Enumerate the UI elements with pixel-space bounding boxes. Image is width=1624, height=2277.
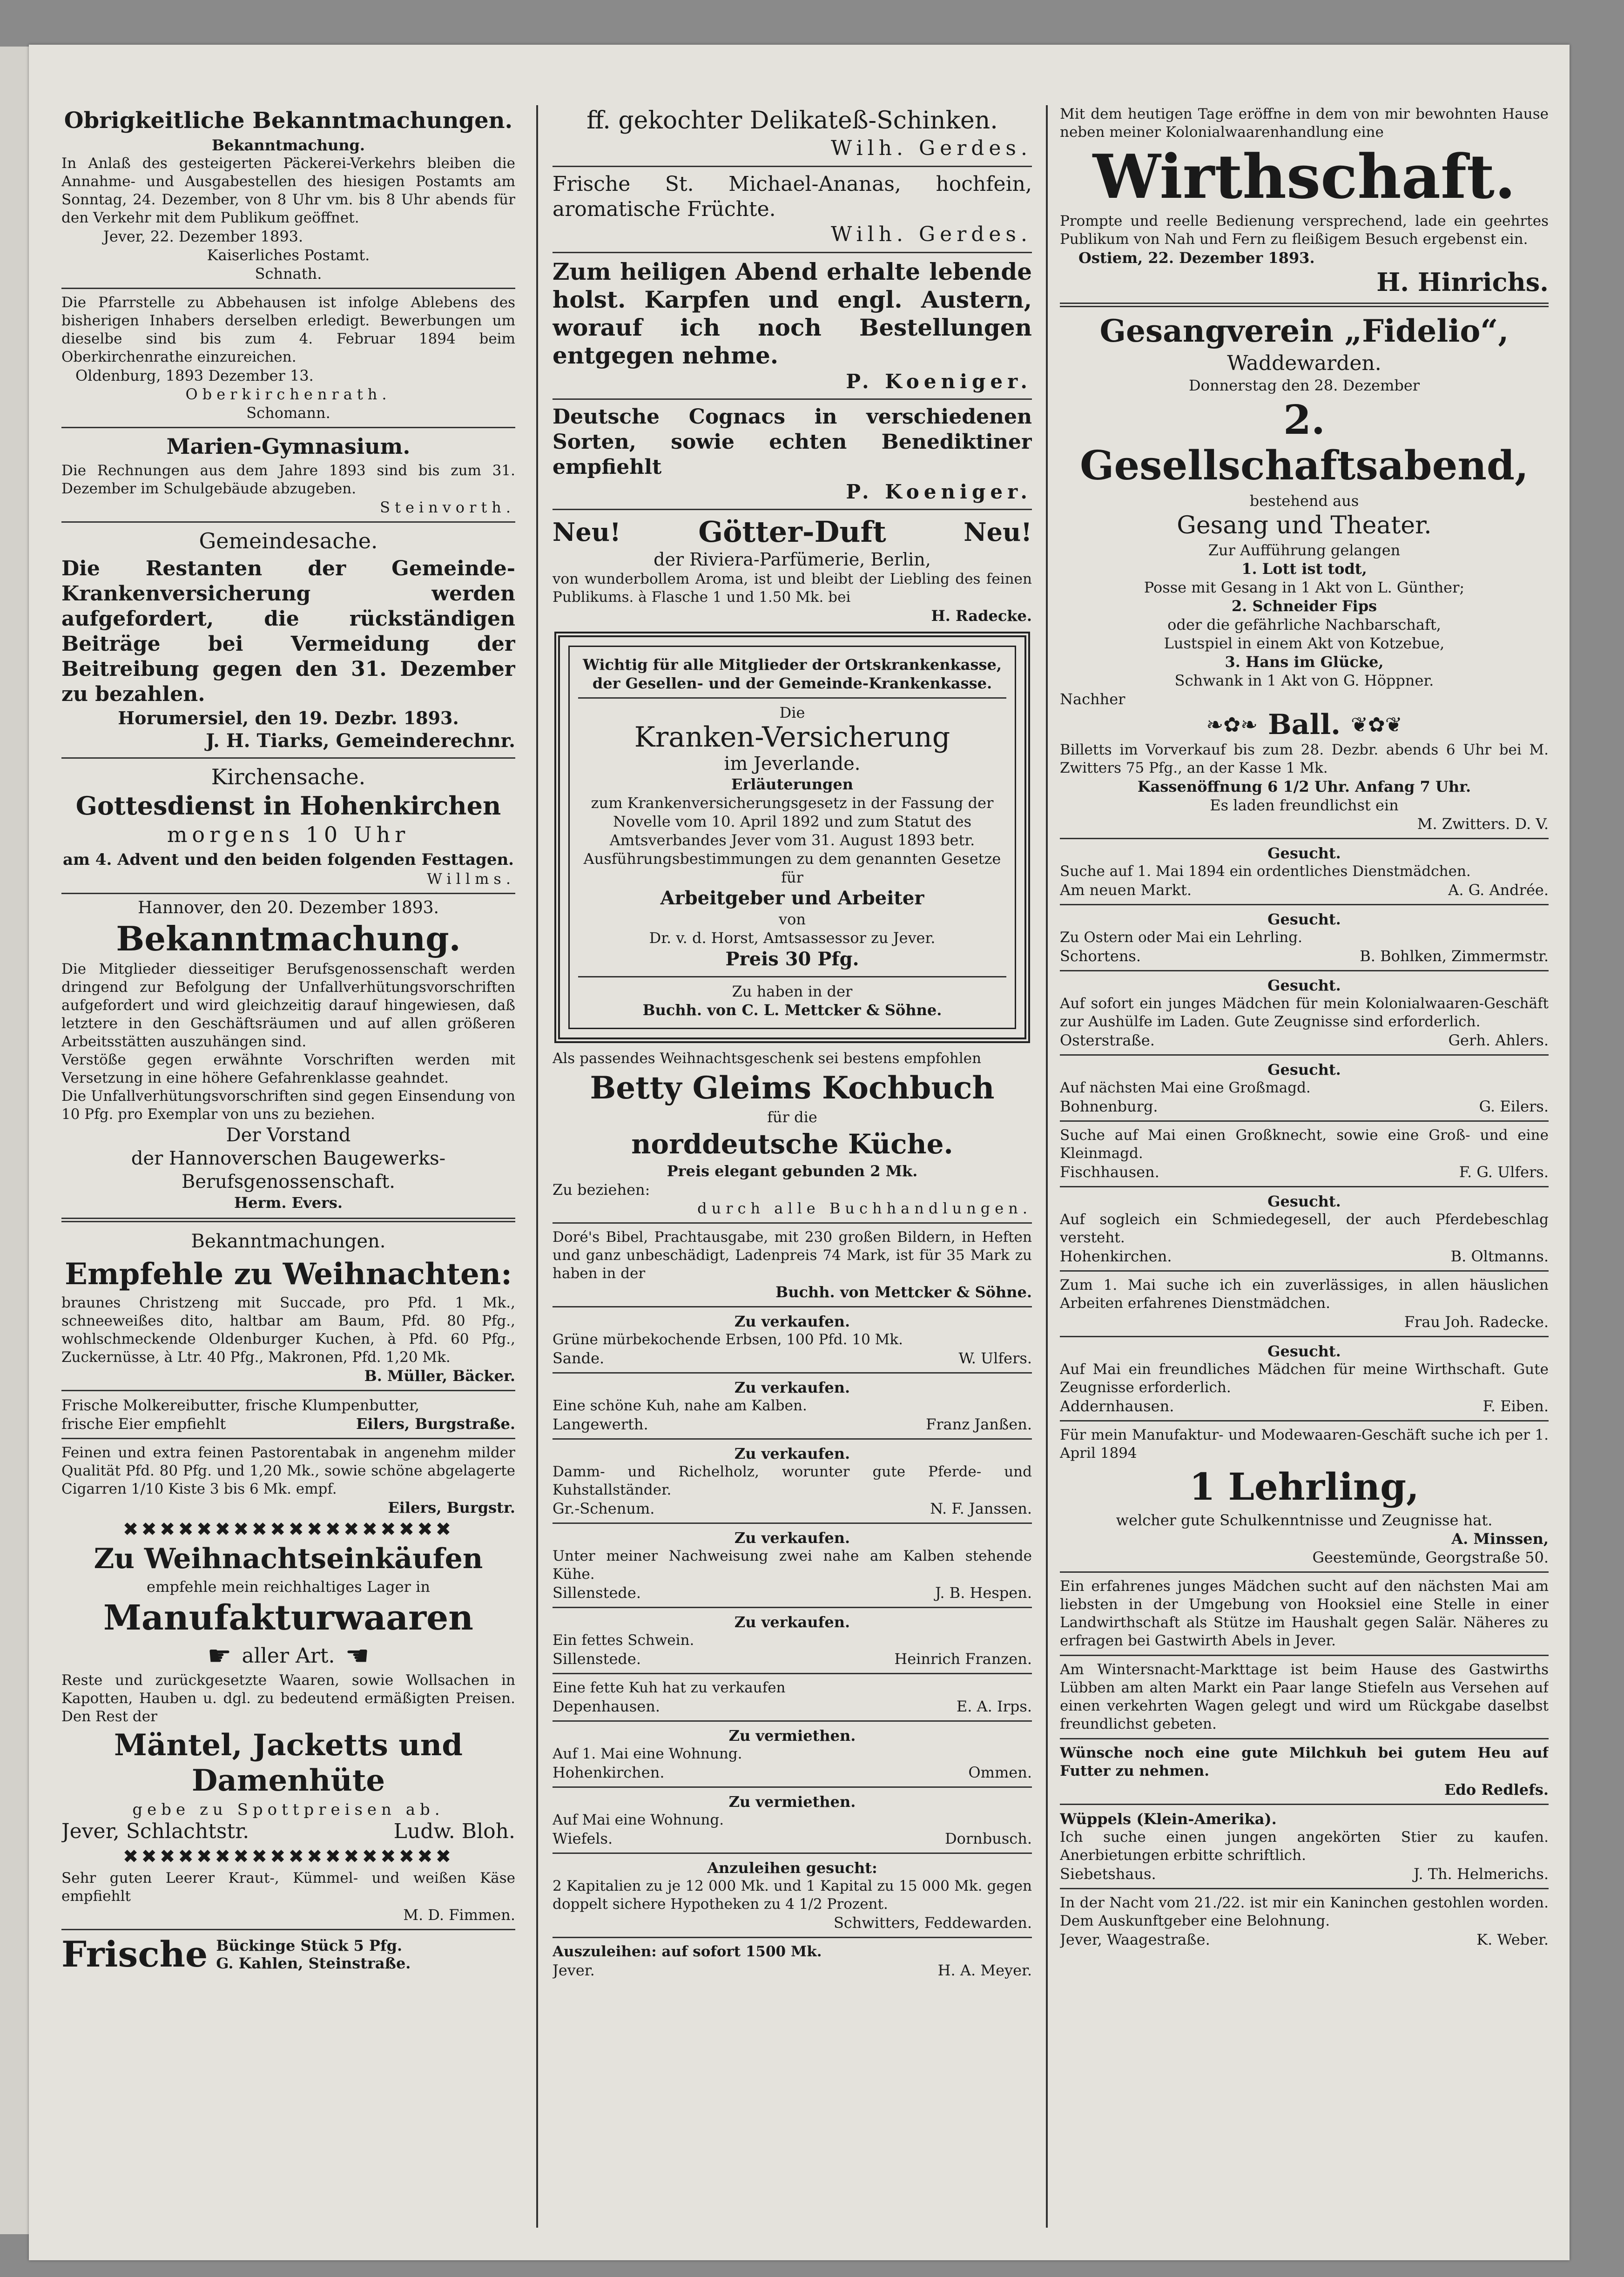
- for-sale-place: Langewerth.: [553, 1415, 648, 1433]
- play-description: Schwank in 1 Akt von G. Höppner.: [1174, 672, 1434, 689]
- for-sale-place: Gr.-Schenum.: [553, 1500, 655, 1517]
- choir-title: Gesangverein „Fidelio“,: [1099, 313, 1509, 349]
- divider: [1060, 1120, 1549, 1122]
- for-sale-text: Eine fette Kuh hat zu verkaufen: [553, 1679, 786, 1696]
- insurance-book-audience: Arbeitgeber und Arbeiter: [660, 887, 924, 909]
- divider: [61, 427, 515, 428]
- lost-boots-text: Am Wintersnacht-Markttage ist beim Hause des Gastwirths Lübben am alten Markt ein Paar lange Stiefeln aus Versehen auf einen verkehrten Wagen gelegt und wird um Rückgabe daselbst freundlichst gebeten.: [1060, 1661, 1549, 1732]
- wanted-place: Hohenkirchen.: [1060, 1247, 1172, 1265]
- loan-wanted-title: Anzuleihen gesucht:: [707, 1859, 877, 1877]
- advert-signature: Edo Redlefs.: [1444, 1781, 1549, 1799]
- double-divider: [1060, 303, 1549, 307]
- wanted-place: Fischhausen.: [1060, 1163, 1159, 1181]
- for-sale-signature-row: [553, 1499, 1032, 1518]
- notice-date: Horumersiel, den 19. Dezbr. 1893.: [118, 707, 459, 728]
- wanted-signature-row: [1060, 1397, 1549, 1415]
- coats-title: Mäntel, Jacketts und Damenhüte: [114, 1728, 463, 1798]
- advert-signature: Schwitters, Feddewarden.: [833, 1914, 1032, 1932]
- wanted-title: Gesucht.: [1267, 910, 1341, 928]
- advert-signature: Frau Joh. Radecke.: [1404, 1313, 1549, 1331]
- divider: [61, 1390, 515, 1391]
- double-divider: [61, 1218, 515, 1222]
- divider: [553, 1438, 1032, 1440]
- coats-signature-row: [61, 1819, 515, 1844]
- divider: [553, 166, 1032, 167]
- invite-line: Es laden freundlichst ein: [1210, 796, 1399, 814]
- advert-signature: F. Eiben.: [1482, 1397, 1549, 1415]
- insurance-book-von: von: [779, 910, 806, 928]
- christmas-shopping-line: empfehle mein reichhaltiges Lager in: [147, 1578, 430, 1596]
- notice-signature: J. H. Tiarks, Gemeinderechnr.: [206, 730, 515, 752]
- position-wanted-text: Ein erfahrenes junges Mädchen sucht auf den nächsten Mai am liebsten in der Umgebung von Hooksiel eine Stelle in einer Landwirthschaft als Stütze im Haushalt gegen Salär. Näheres zu erfragen bei Gastwirth Abels in Jever.: [1060, 1578, 1549, 1649]
- advert-signature: H. Hinrichs.: [1376, 267, 1549, 297]
- textiles-offer: Reste und zurückgesetzte Waaren, sowie Wollsachen in Kapotten, Hauben u. dgl. zu bedeutend ermäßigten Preisen. Den Rest der: [61, 1672, 515, 1725]
- church-service: Gottesdienst in Hohenkirchen: [75, 791, 501, 821]
- fish-offer-text: Bückinge Stück 5 Pfg.: [216, 1937, 403, 1954]
- christmas-shopping-title: Zu Weihnachtseinkäufen: [94, 1543, 483, 1575]
- divider: [1060, 904, 1549, 905]
- apprentice-text: welcher gute Schulkenntnisse und Zeugnisse hat.: [1116, 1511, 1493, 1529]
- apprentice-intro: Für mein Manufaktur- und Modewaaren-Geschäft suche ich per 1. April 1894: [1060, 1427, 1549, 1462]
- divider: [553, 509, 1032, 510]
- advert-signature: Dornbusch.: [944, 1830, 1032, 1847]
- play-description: Posse mit Gesang in 1 Akt von L. Günther;: [1144, 579, 1465, 596]
- advert-signature: B. Bohlken, Zimmermstr.: [1360, 947, 1549, 965]
- divider: [553, 1306, 1032, 1307]
- bull-wanted-signature-row: [1060, 1865, 1549, 1883]
- milk-cow-text: Wünsche noch eine gute Milchkuh bei gutem Heu auf Futter zu nehmen.: [1060, 1745, 1549, 1779]
- notice-title: Bekanntmachung.: [211, 136, 365, 154]
- ticket-info: Billetts im Vorverkauf bis zum 28. Dezbr. abends 6 Uhr bei M. Zwitters 75 Pfg., an der Kasse 1 Mk.: [1060, 741, 1549, 776]
- stolen-rabbit-signature-row: [1060, 1930, 1549, 1949]
- play-title: 3. Hans im Glücke,: [1225, 653, 1384, 671]
- advert-signature: P. Koeniger.: [846, 480, 1032, 503]
- loan-wanted-text: 2 Kapitalien zu je 12 000 Mk. und 1 Kapital zu 15 000 Mk. gegen doppelt sichere Hypotheken zu 4 1/2 Prozent.: [553, 1878, 1032, 1913]
- divider: [1060, 1571, 1549, 1573]
- wanted-text: Auf nächsten Mai eine Großmagd.: [1060, 1079, 1311, 1096]
- column-1: [61, 105, 515, 1974]
- textiles-title: Manufakturwaaren: [103, 1598, 473, 1638]
- advert-signature: A. G. Andrée.: [1448, 881, 1549, 899]
- insurance-book-bookshop: Buchh. von C. L. Mettcker & Söhne.: [642, 1001, 942, 1019]
- divider: [553, 1372, 1032, 1374]
- advert-signature: Wilh. Gerdes.: [831, 222, 1032, 246]
- parish-notice: Die Pfarrstelle zu Abbehausen ist infolge Ablebens des bisherigen Inhabers derselben erledigt. Bewerbungen um dieselbe sind bis zum 4. Februar 1894 beim Oberkirchenrathe einzureichen.: [61, 294, 515, 365]
- tavern-text: Prompte und reelle Bedienung versprechend, lade ein geehrtes Publikum von Nah und Fern zu fleißigem Besuch ergebenst ein.: [1060, 213, 1549, 248]
- divider: [1060, 838, 1549, 839]
- divider: [1060, 1420, 1549, 1421]
- advert-signature: Wilh. Gerdes.: [831, 136, 1032, 160]
- hannover-notice-text: Die Unfallverhütungsvorschriften sind gegen Einsendung von 10 Pfg. pro Exemplar von uns zu beziehen.: [61, 1088, 515, 1123]
- tobacco-offer: Feinen und extra feinen Pastorentabak in angenehm milder Qualität Pfd. 80 Pfg. und 1,20 Mk., sowie schöne abgelagerte Cigarren 1/10 Kiste 3 bis 6 Mk. empf.: [61, 1444, 515, 1497]
- for-sale-signature-row: [553, 1697, 1032, 1716]
- cookbook-intro: Als passendes Weihnachtsgeschenk sei bestens empfohlen: [553, 1050, 982, 1067]
- notice-signature: Herm. Evers.: [234, 1194, 343, 1212]
- church-dates: am 4. Advent und den beiden folgenden Festtagen.: [62, 850, 514, 869]
- play-description: oder die gefährliche Nachbarschaft,: [1167, 616, 1441, 633]
- insurance-book-title: Kranken-Versicherung: [634, 721, 950, 754]
- butter-offer-row: [61, 1415, 515, 1433]
- cheese-offer: Sehr guten Leerer Kraut-, Kümmel- und weißen Käse empfiehlt: [61, 1870, 515, 1905]
- hannover-notice-text: Verstöße gegen erwähnte Vorschriften werden mit Versetzung in eine höhere Gefahrenklasse geahndet.: [61, 1051, 515, 1086]
- advert-signature: Ommen.: [968, 1764, 1032, 1781]
- divider: [553, 1522, 1032, 1524]
- advert-signature: E. A. Irps.: [956, 1698, 1032, 1715]
- stolen-rabbit-text: In der Nacht vom 21./22. ist mir ein Kaninchen gestohlen worden. Dem Auskunftgeber eine Belohnung.: [1060, 1894, 1549, 1929]
- for-sale-signature-row: [553, 1415, 1032, 1434]
- social-evening-title: 2. Gesellschaftsabend,: [1080, 397, 1529, 489]
- wanted-signature-row: [1060, 1247, 1549, 1266]
- divider: [1060, 1738, 1549, 1739]
- wanted-text: Zum 1. Mai suche ich ein zuverlässiges, in allen häuslichen Arbeiten erfahrenes Dienstmädchen.: [1060, 1277, 1549, 1312]
- column-2: [553, 105, 1032, 1980]
- notice-signature: Kaiserliches Postamt.: [207, 246, 370, 264]
- bible-offer: Doré's Bibel, Prachtausgabe, mit 230 großen Bildern, in Heften und ganz unbeschädigt, Ladenpreis 74 Mark, ist für 35 Mark zu haben in der: [553, 1229, 1032, 1282]
- cookbook-title: Betty Gleims Kochbuch: [590, 1070, 995, 1106]
- insurance-book-inner: [568, 646, 1016, 1029]
- cookbook-obtain-where: durch alle Buchhandlungen.: [697, 1199, 1032, 1217]
- loan-offer-place: Jever.: [553, 1961, 595, 1979]
- insurance-book-price: Preis 30 Pfg.: [725, 948, 859, 970]
- cookbook-price: Preis elegant gebunden 2 Mk.: [667, 1162, 918, 1180]
- flourish-ornament-icon: ❧✿❧: [1206, 713, 1258, 737]
- advert-signature: H. A. Meyer.: [937, 1961, 1032, 1979]
- gymnasium-title: Marien-Gymnasium.: [166, 434, 411, 459]
- insurance-book-available: Zu haben in der: [732, 983, 853, 1000]
- official-notices-title: Obrigkeitliche Bekanntmachungen.: [64, 108, 513, 134]
- fish-offer: [61, 1935, 515, 1974]
- for-rent-text: Auf 1. Mai eine Wohnung.: [553, 1745, 742, 1762]
- divider: [553, 1786, 1032, 1788]
- for-rent-place: Wiefels.: [553, 1830, 613, 1847]
- divider: [553, 1222, 1032, 1224]
- insurance-book-fuer: für: [781, 869, 803, 886]
- wanted-text: Auf Mai ein freundliches Mädchen für meine Wirthschaft. Gute Zeugnisse erforderlich.: [1060, 1361, 1549, 1396]
- ornament-row: ✖✖✖✖✖✖✖✖✖✖✖✖✖✖✖✖✖✖: [122, 1846, 454, 1867]
- divider: [553, 252, 1032, 253]
- advert-signature: M. Zwitters. D. V.: [1417, 815, 1549, 833]
- ball-row: [1060, 708, 1549, 741]
- wanted-signature-row: [1060, 881, 1549, 899]
- for-sale-title: Zu verkaufen.: [734, 1379, 850, 1396]
- choir-place: Waddewarden.: [1227, 351, 1381, 375]
- church-time: morgens 10 Uhr: [167, 822, 410, 847]
- divider: [61, 1438, 515, 1439]
- hannover-board: der Hannoverschen Baugewerks-Berufsgenossenschaft.: [131, 1148, 446, 1192]
- hannover-board: Der Vorstand: [226, 1125, 351, 1146]
- advert-address: Geestemünde, Georgstraße 50.: [1312, 1549, 1549, 1566]
- for-sale-title: Zu verkaufen.: [734, 1313, 850, 1330]
- pointing-hand-icon: ☛: [207, 1640, 232, 1671]
- divider: [1060, 1336, 1549, 1337]
- for-sale-title: Zu verkaufen.: [734, 1445, 850, 1462]
- for-sale-place: Sillenstede.: [553, 1584, 641, 1602]
- divider: [1060, 1804, 1549, 1805]
- church-title: Kirchensache.: [211, 764, 366, 789]
- stolen-rabbit-place: Jever, Waagestraße.: [1060, 1931, 1210, 1948]
- divider: [61, 1929, 515, 1930]
- bakery-offer: braunes Christzeng mit Succade, pro Pfd. 1 Mk., schneeweißes dito, haltbar am Baum, Pfd. 80 Pfg., wohlschmeckende Oldenburger Kuchen, à Pfd. 60 Pfg., Zuckernüsse, à Ltr. 40 Pfg., Makronen, Pfd. 1,20 Mk.: [61, 1294, 515, 1366]
- advert-signature: G. Eilers.: [1479, 1098, 1549, 1115]
- wanted-place: Am neuen Markt.: [1060, 881, 1192, 899]
- insurance-book-die: Die: [779, 704, 805, 721]
- advert-signature: Gerh. Ahlers.: [1448, 1031, 1549, 1049]
- bull-wanted-text: Ich suche einen jungen angekörten Stier zu kaufen. Anerbietungen erbitte schriftlich.: [1060, 1829, 1549, 1864]
- hannover-notice-text: Die Mitglieder diesseitiger Berufsgenossenschaft werden dringend zur Befolgung der Unfallverhütungsvorschriften aufgefordert und wird gleichzeitig darauf hingewiesen, daß letztere in den Geschäftsräumen und auf allen größeren Arbeitsstätten auszuhängen sind.: [61, 961, 515, 1050]
- cognac-offer: Deutsche Cognacs in verschiedenen Sorten, sowie echten Benediktiner empfiehlt: [553, 405, 1032, 479]
- divider: [553, 1607, 1032, 1608]
- for-sale-text: Damm- und Richelholz, worunter gute Pferde- und Kuhstallständer.: [553, 1463, 1032, 1498]
- flourish-ornament-icon: ❦✿❦: [1351, 713, 1402, 737]
- play-description: Lustspiel in einem Akt von Kotzebue,: [1164, 634, 1445, 652]
- advert-signature: B. Oltmanns.: [1450, 1247, 1549, 1265]
- notice-date: Oldenburg, 1893 Dezember 13.: [75, 367, 314, 384]
- wanted-place: Addernhausen.: [1060, 1397, 1174, 1415]
- advert-signature: Heinrich Franzen.: [894, 1650, 1032, 1668]
- announcements-title: Bekanntmachungen.: [191, 1231, 386, 1252]
- perfume-title: Götter-Duft: [698, 515, 886, 549]
- wanted-place: Schortens.: [1060, 947, 1141, 965]
- notice-date: Ostiem, 22. Dezember 1893.: [1078, 249, 1315, 267]
- notice-date: Hannover, den 20. Dezember 1893.: [138, 898, 439, 917]
- play-title: 1. Lott ist todt,: [1241, 560, 1367, 578]
- advert-signature: B. Müller, Bäcker.: [364, 1367, 515, 1385]
- for-sale-title: Zu verkaufen.: [734, 1529, 850, 1547]
- advert-signature: J. B. Hespen.: [935, 1584, 1032, 1602]
- for-sale-signature-row: [553, 1583, 1032, 1602]
- butter-offer: Frische Molkereibutter, frische Klumpenbutter,: [61, 1396, 419, 1414]
- for-rent-signature-row: [553, 1829, 1032, 1848]
- choir-consisting: bestehend aus: [1249, 492, 1359, 510]
- for-sale-place: Sande.: [553, 1349, 605, 1367]
- perfume-headline: [553, 515, 1032, 549]
- bull-wanted-title: Wüppels (Klein-Amerika).: [1060, 1810, 1277, 1828]
- advert-signature: W. Ulfers.: [958, 1349, 1032, 1367]
- fish-offer-big: Frische: [61, 1933, 208, 1974]
- textiles-subtitle-row: [61, 1640, 515, 1671]
- for-sale-text: Unter meiner Nachweisung zwei nahe am Kalben stehende Kühe.: [553, 1548, 1032, 1583]
- wanted-title: Gesucht.: [1267, 977, 1341, 994]
- gymnasium-notice: Die Rechnungen aus dem Jahre 1893 sind bis zum 31. Dezember im Schulgebäude abzugeben.: [61, 462, 515, 497]
- divider: [1060, 1270, 1549, 1272]
- divider: [553, 1853, 1032, 1854]
- advert-signature: P. Koeniger.: [846, 370, 1032, 393]
- wanted-text: Auf sofort ein junges Mädchen für mein Kolonialwaaren-Geschäft zur Aushülfe im Laden. Gute Zeugnisse sind erforderlich.: [1060, 995, 1549, 1030]
- notice-signature: Schomann.: [246, 404, 330, 422]
- for-sale-text: Grüne mürbekochende Erbsen, 100 Pfd. 10 Mk.: [553, 1331, 903, 1348]
- perfume-text: von wunderbollem Aroma, ist und bleibt der Liebling des feinen Publikums. à Flasche 1 und 1.50 Mk. bei: [553, 571, 1032, 606]
- divider: [61, 893, 515, 894]
- wanted-title: Gesucht.: [1267, 844, 1341, 862]
- advert-signature: M. D. Fimmen.: [403, 1906, 515, 1924]
- advert-signature: Buchh. von Mettcker & Söhne.: [775, 1283, 1032, 1301]
- ham-offer: ff. gekochter Delikateß-Schinken.: [586, 107, 998, 135]
- for-rent-place: Hohenkirchen.: [553, 1764, 665, 1781]
- column-rule-1: [536, 105, 538, 2228]
- divider: [553, 398, 1032, 400]
- advert-signature: G. Kahlen, Steinstraße.: [216, 1954, 411, 1972]
- divider: [61, 288, 515, 289]
- wanted-signature-row: [1060, 1163, 1549, 1181]
- ornament-row: ✖✖✖✖✖✖✖✖✖✖✖✖✖✖✖✖✖✖: [122, 1519, 454, 1540]
- community-notice: Die Restanten der Gemeinde-Krankenversicherung werden aufgefordert, die rückständigen Beiträge bei Vermeidung der Beitreibung gegen den 31. Dezember zu bezahlen.: [61, 557, 515, 706]
- insurance-book-author: Dr. v. d. Horst, Amtsassessor zu Jever.: [649, 929, 936, 947]
- insurance-book-erl: Erläuterungen: [731, 775, 853, 793]
- wanted-place: Osterstraße.: [1060, 1031, 1155, 1049]
- loan-offer-text: Auszuleihen: auf sofort 1500 Mk.: [553, 1943, 822, 1960]
- for-rent-title: Zu vermiethen.: [728, 1793, 856, 1811]
- wanted-place: Bohnenburg.: [1060, 1098, 1158, 1115]
- advert-signature: K. Weber.: [1476, 1931, 1549, 1948]
- advert-signature: N. F. Janssen.: [930, 1500, 1032, 1517]
- left-page-edge: [0, 47, 29, 2234]
- butter-offer-text: frische Eier empfiehlt: [61, 1415, 226, 1433]
- apprentice-title: 1 Lehrling,: [1189, 1465, 1419, 1509]
- divider: [553, 1937, 1032, 1938]
- for-sale-text: Ein fettes Schwein.: [553, 1632, 694, 1649]
- wanted-title: Gesucht.: [1267, 1061, 1341, 1078]
- perfume-subtitle: der Riviera-Parfümerie, Berlin,: [654, 549, 931, 570]
- column-3: [1060, 105, 1549, 1949]
- divider: [553, 1720, 1032, 1722]
- coats-place: Jever, Schlachtstr.: [61, 1819, 249, 1843]
- divider: [553, 1673, 1032, 1674]
- christmas-eve-offer: Zum heiligen Abend erhalte lebende holst. Karpfen und engl. Austern, worauf ich noch Bestellungen entgegen nehme.: [553, 258, 1032, 369]
- divider: [1060, 1655, 1549, 1656]
- divider: [61, 757, 515, 759]
- pointing-hand-icon: ☚: [345, 1640, 370, 1671]
- textiles-subtitle: aller Art.: [242, 1644, 335, 1668]
- insurance-book-text: zum Krankenversicherungsgesetz in der Fassung der Novelle vom 10. April 1892 und zum Statut des Amtsverbandes Jever vom 31. August 1893 betr. Ausführungsbestimmungen zu dem genannten Gesetze: [583, 794, 1001, 868]
- wanted-signature-row: [1060, 947, 1549, 965]
- divider: [61, 521, 515, 523]
- pineapple-offer: Frische St. Michael-Ananas, hochfein, aromatische Früchte.: [553, 172, 1032, 221]
- newspaper-page: [29, 45, 1570, 2260]
- wanted-title: Gesucht.: [1267, 1192, 1341, 1210]
- choir-date: Donnerstag den 28. Dezember: [1188, 377, 1420, 394]
- bull-wanted-place: Siebetshaus.: [1060, 1865, 1156, 1883]
- coats-subtitle: gebe zu Spottpreisen ab.: [132, 1800, 445, 1819]
- for-rent-title: Zu vermiethen.: [728, 1727, 856, 1745]
- notice-date: Jever, 22. Dezember 1893.: [103, 228, 303, 245]
- advert-signature: Eilers, Burgstr.: [388, 1499, 515, 1516]
- for-sale-place: Sillenstede.: [553, 1650, 641, 1668]
- new-label: Neu!: [964, 517, 1032, 547]
- for-sale-signature-row: [553, 1650, 1032, 1668]
- wanted-signature-row: [1060, 1031, 1549, 1050]
- loan-offer-signature-row: [553, 1961, 1032, 1980]
- advert-signature: J. Th. Helmerichs.: [1414, 1865, 1549, 1883]
- for-sale-text: Eine schöne Kuh, nahe am Kalben.: [553, 1397, 807, 1414]
- advert-signature: F. G. Ulfers.: [1459, 1163, 1549, 1181]
- wanted-text: Suche auf Mai einen Großknecht, sowie eine Groß- und eine Kleinmagd.: [1060, 1127, 1549, 1162]
- wanted-text: Suche auf 1. Mai 1894 ein ordentliches Dienstmädchen.: [1060, 863, 1471, 880]
- for-sale-place: Depenhausen.: [553, 1698, 660, 1715]
- wanted-signature-row: [1060, 1097, 1549, 1116]
- insurance-book-frame: [554, 632, 1030, 1043]
- ball-title: Ball.: [1267, 708, 1341, 741]
- for-sale-signature-row: [553, 1349, 1032, 1368]
- for-rent-text: Auf Mai eine Wohnung.: [553, 1812, 724, 1828]
- column-rule-2: [1046, 105, 1048, 2228]
- divider: [1060, 1186, 1549, 1187]
- advert-signature: Franz Janßen.: [926, 1415, 1032, 1433]
- wanted-text: Auf sogleich ein Schmiedegesell, der auch Pferdebeschlag versteht.: [1060, 1211, 1549, 1246]
- divider: [1060, 1054, 1549, 1056]
- for-sale-title: Zu verkaufen.: [734, 1613, 850, 1631]
- insurance-book-header: Wichtig für alle Mitglieder der Ortskrankenkasse, der Gesellen- und der Gemeinde-Krankenkasse.: [583, 656, 1002, 692]
- hannover-notice-title: Bekanntmachung.: [116, 919, 461, 958]
- opening-times: Kassenöffnung 6 1/2 Uhr. Anfang 7 Uhr.: [1137, 778, 1471, 795]
- advert-signature: H. Radecke.: [931, 607, 1032, 625]
- notice-signature: Schnath.: [255, 265, 322, 283]
- for-rent-signature-row: [553, 1763, 1032, 1782]
- notice-signature: Oberkirchenrath.: [185, 385, 391, 403]
- wanted-title: Gesucht.: [1267, 1342, 1341, 1360]
- notice-signature: Willms.: [427, 870, 515, 888]
- cookbook-fuer: für die: [767, 1108, 817, 1126]
- cookbook-subtitle: norddeutsche Küche.: [631, 1128, 953, 1160]
- advert-signature: Ludw. Bloh.: [393, 1819, 515, 1843]
- tavern-intro: Mit dem heutigen Tage eröffne in dem von mir bewohnten Hause neben meiner Kolonialwaarenhandlung eine: [1060, 106, 1549, 141]
- advert-signature: Eilers, Burgstraße.: [356, 1415, 515, 1433]
- cookbook-obtain: Zu beziehen:: [553, 1181, 650, 1199]
- play-title: 2. Schneider Fips: [1231, 597, 1377, 615]
- wanted-text: Zu Ostern oder Mai ein Lehrling.: [1060, 929, 1302, 946]
- choir-performance-intro: Zur Aufführung gelangen: [1208, 541, 1401, 559]
- divider: [1060, 1888, 1549, 1889]
- christmas-offer-title: Empfehle zu Weihnachten:: [65, 1257, 512, 1292]
- tavern-title: Wirthschaft.: [1092, 141, 1516, 212]
- insurance-book-subtitle: im Jeverlande.: [724, 753, 861, 775]
- post-office-notice: In Anlaß des gesteigerten Päckerei-Verkehrs bleiben die Annahme- und Ausgabestellen des hiesigen Postamts am Sonntag, 24. Dezember, von 8 Uhr vm. bis 8 Uhr abends für den Verkehr mit dem Publikum geöffnet.: [61, 155, 515, 226]
- choir-program-title: Gesang und Theater.: [1177, 512, 1432, 539]
- choir-afterwards: Nachher: [1060, 690, 1125, 708]
- notice-signature: Steinvorth.: [380, 499, 515, 516]
- advert-signature: A. Minssen,: [1451, 1530, 1549, 1548]
- divider: [578, 697, 1006, 699]
- divider: [1060, 970, 1549, 971]
- new-label: Neu!: [553, 517, 621, 547]
- community-title: Gemeindesache.: [199, 528, 378, 553]
- divider: [578, 976, 1006, 977]
